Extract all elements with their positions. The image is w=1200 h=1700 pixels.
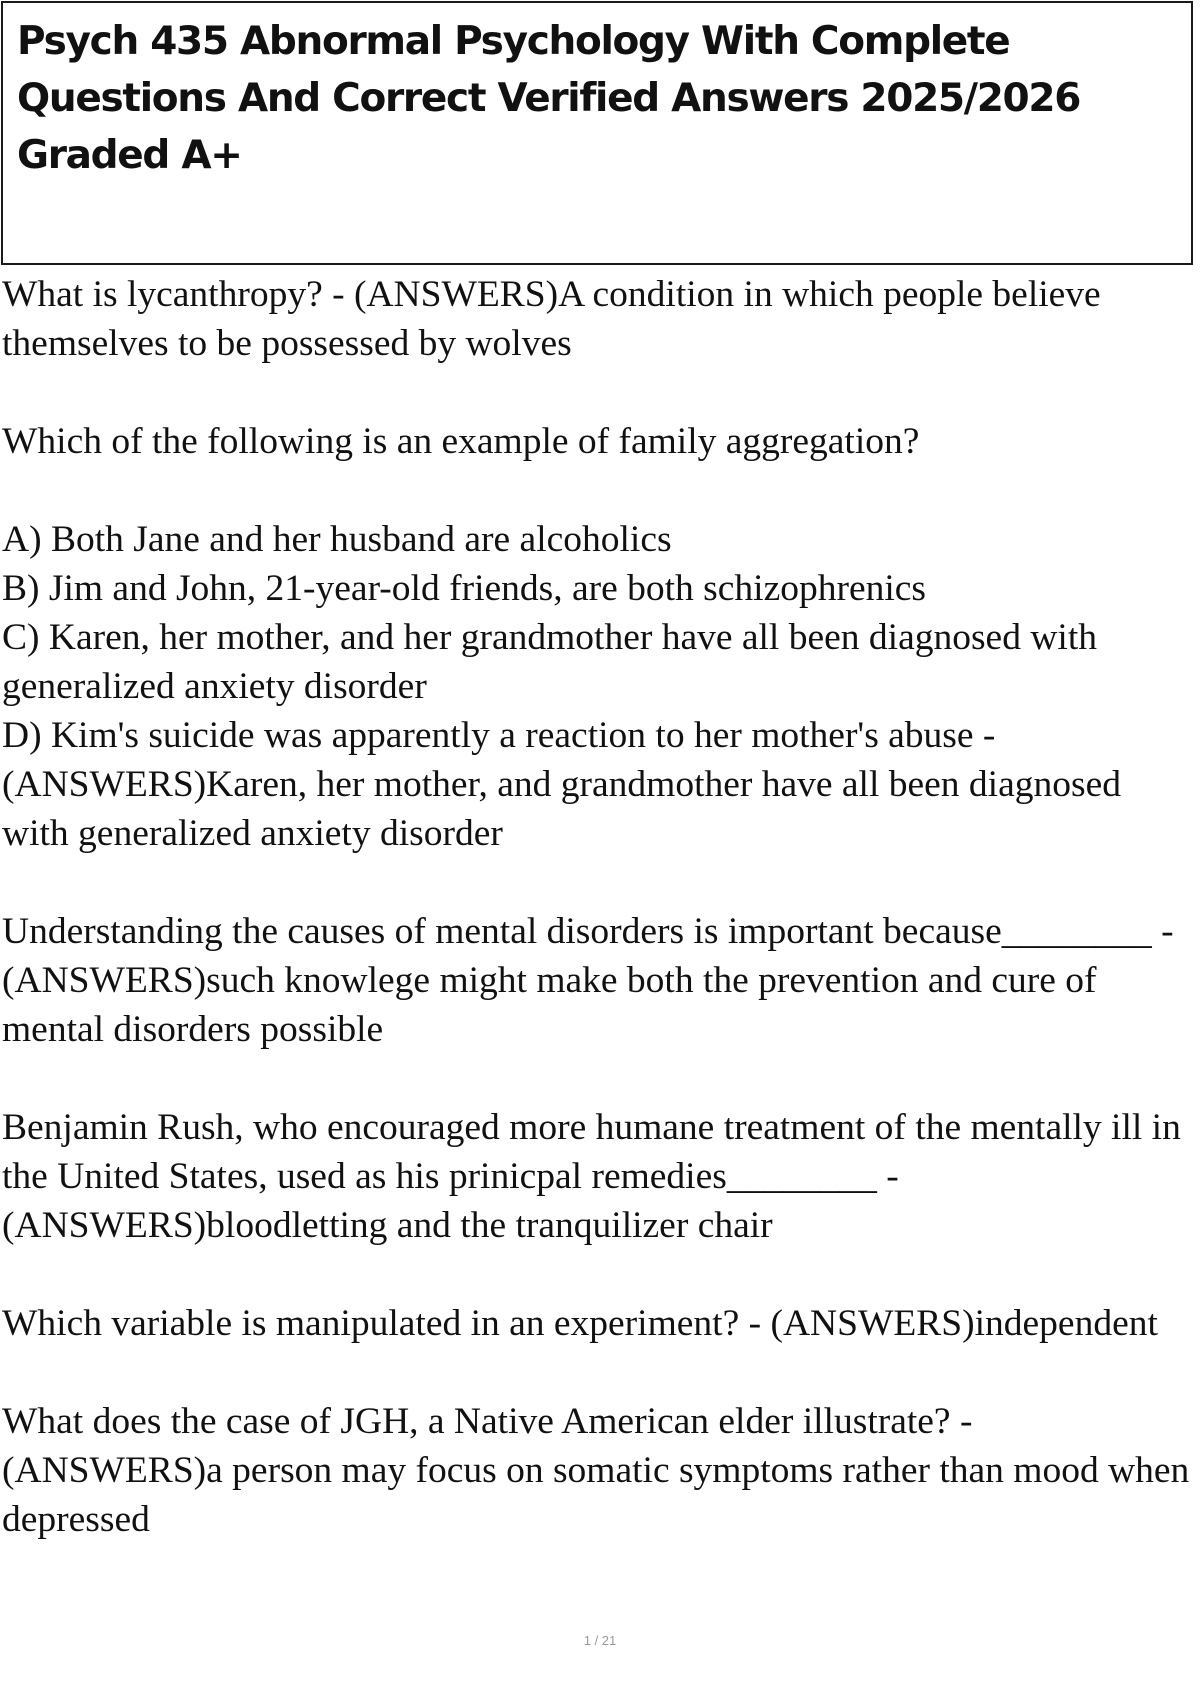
- qa-item-benjamin-rush: [2, 1103, 1196, 1250]
- qa-text: Understanding the causes of mental disorders is important because________ - (ANSWERS)such knowlege might make both the prevention and cure of mental disorders possible: [2, 911, 1174, 1050]
- qa-text: What does the case of JGH, a Native American elder illustrate? - (ANSWERS)a person may focus on somatic symptoms rather than mood when depressed: [2, 1401, 1190, 1540]
- option-b: B) Jim and John, 21-year-old friends, are both schizophrenics: [2, 568, 927, 609]
- option-a: A) Both Jane and her husband are alcoholics: [2, 519, 672, 560]
- qa-text: Which variable is manipulated in an experiment? - (ANSWERS)independent: [2, 1303, 1158, 1344]
- qa-item-jgh-case: [2, 1397, 1196, 1544]
- option-d-with-answer: D) Kim's suicide was apparently a reaction to her mother's abuse - (ANSWERS)Karen, her mother, and grandmother have all been diagnosed with generalized anxiety disorder: [2, 715, 1121, 854]
- title-box: [1, 1, 1193, 265]
- qa-text: What is lycanthropy? - (ANSWERS)A condition in which people believe themselves to be possessed by wolves: [2, 274, 1101, 364]
- page-number: 1 / 21: [583, 1633, 617, 1648]
- qa-item-lycanthropy: [2, 270, 1196, 368]
- document-title: Psych 435 Abnormal Psychology With Complete Questions And Correct Verified Answers 2025/2026 Graded A+: [17, 19, 1081, 178]
- qa-text: Which of the following is an example of family aggregation?: [2, 421, 920, 462]
- document-body: [2, 270, 1196, 1593]
- qa-item-manipulated-variable: [2, 1299, 1196, 1348]
- qa-item-family-aggregation-options: [2, 515, 1196, 858]
- qa-item-family-aggregation-question: [2, 417, 1196, 466]
- option-c: C) Karen, her mother, and her grandmother have all been diagnosed with generalized anxiety disorder: [2, 617, 1097, 707]
- qa-text: Benjamin Rush, who encouraged more humane treatment of the mentally ill in the United States, used as his prinicpal remedies________ - (ANSWERS)bloodletting and the tranquilizer chair: [2, 1107, 1181, 1246]
- qa-item-causes-of-mental-disorders: [2, 907, 1196, 1054]
